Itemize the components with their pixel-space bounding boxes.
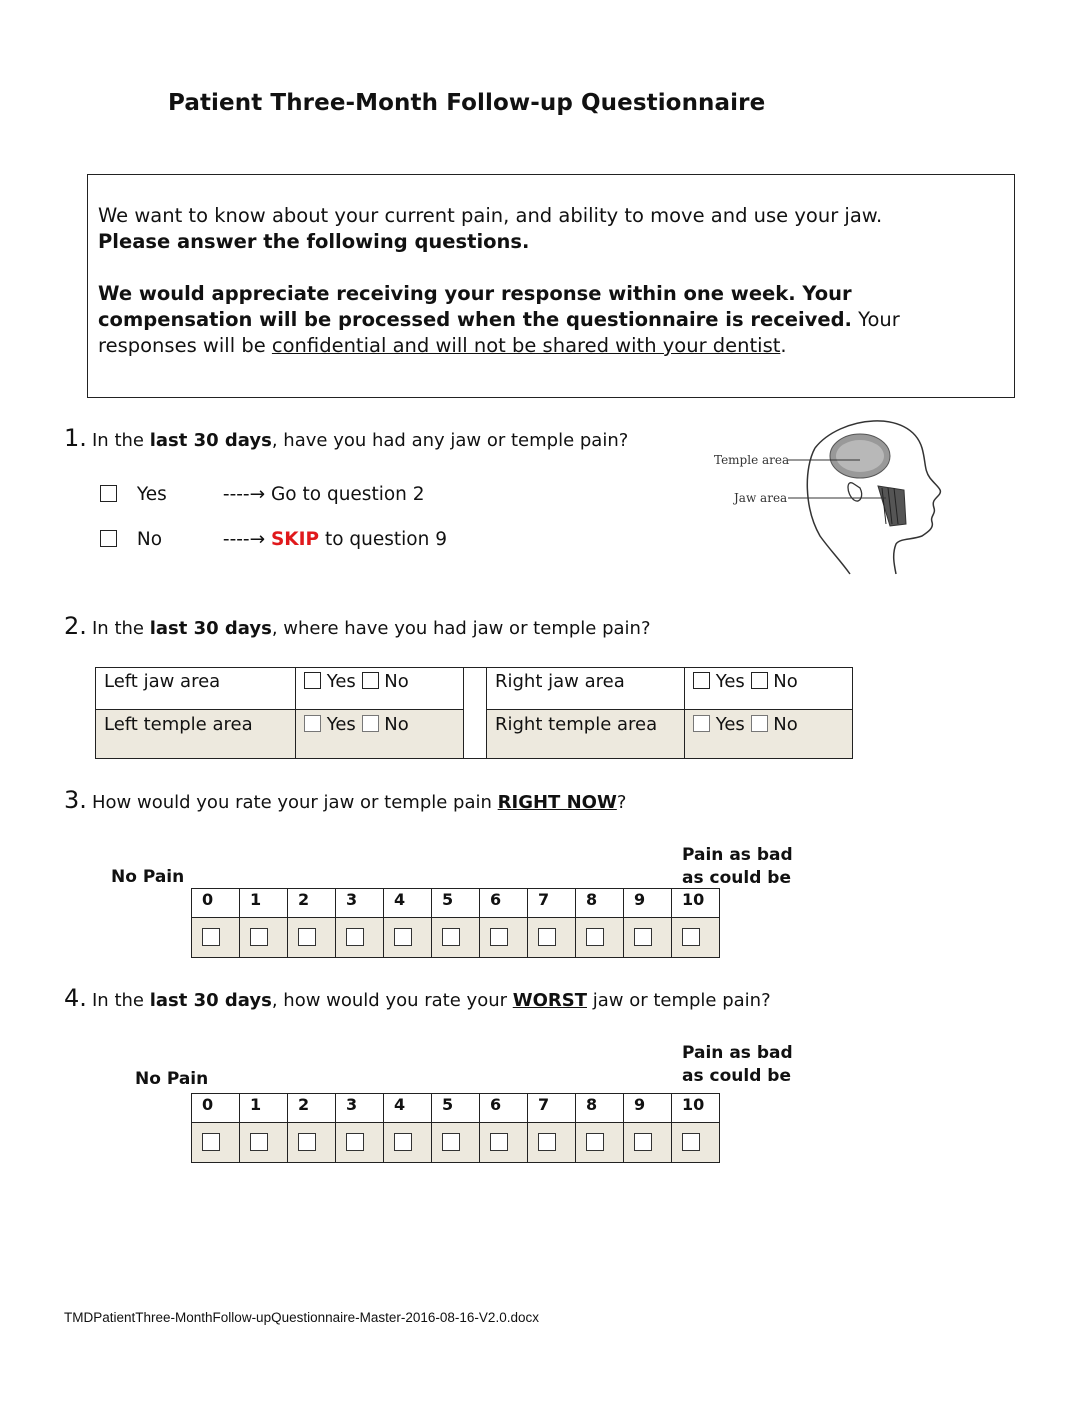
question-3 [64, 786, 626, 814]
scale-number: 6 [480, 889, 528, 918]
head-illustration [700, 408, 960, 578]
scale-checkbox[interactable] [298, 1133, 316, 1151]
worst-pain-label [682, 1042, 793, 1088]
scale-cell [288, 1123, 336, 1163]
scale-checkbox[interactable] [250, 928, 268, 946]
scale-number: 2 [288, 889, 336, 918]
scale-number: 1 [240, 889, 288, 918]
scale-checkbox[interactable] [298, 928, 316, 946]
question-number: 1. [64, 424, 87, 452]
scale-number: 7 [528, 889, 576, 918]
scale-cell [672, 918, 720, 958]
no-label: No [773, 714, 798, 735]
scale-number: 6 [480, 1094, 528, 1123]
scale-checkbox-row [192, 918, 720, 958]
q4-post: jaw or temple pain? [587, 990, 771, 1011]
scale-checkbox[interactable] [586, 1133, 604, 1151]
left-jaw-label: Left jaw area [96, 668, 296, 710]
scale-number: 0 [192, 889, 240, 918]
page-title: Patient Three-Month Follow-up Questionnaire [168, 90, 766, 116]
right-temple-options [685, 710, 853, 759]
no-pain-label: No Pain [111, 867, 185, 887]
scale-checkbox[interactable] [634, 1133, 652, 1151]
q1-post: , have you had any jaw or temple pain? [271, 430, 629, 451]
yes-checkbox[interactable] [693, 672, 710, 689]
yes-checkbox[interactable] [304, 672, 321, 689]
worst-pain-label-line-1: Pain as bad [682, 845, 793, 865]
scale-number: 5 [432, 1094, 480, 1123]
footer-filename: TMDPatientThree-MonthFollow-upQuestionnaire-Master-2016-08-16-V2.0.docx [64, 1310, 539, 1325]
scale-checkbox[interactable] [394, 1133, 412, 1151]
scale-number: 7 [528, 1094, 576, 1123]
scale-checkbox[interactable] [250, 1133, 268, 1151]
pain-location-table [95, 667, 853, 759]
question-text [92, 792, 626, 813]
no-pain-label: No Pain [135, 1069, 209, 1089]
scale-number: 4 [384, 889, 432, 918]
q1-option-yes [100, 484, 425, 505]
q4-bold2: WORST [512, 990, 587, 1011]
scale-number: 10 [672, 1094, 720, 1123]
scale-cell [480, 1123, 528, 1163]
scale-checkbox[interactable] [202, 1133, 220, 1151]
no-checkbox[interactable] [751, 672, 768, 689]
question-text [92, 990, 771, 1011]
no-checkbox[interactable] [751, 715, 768, 732]
scale-checkbox[interactable] [202, 928, 220, 946]
no-checkbox[interactable] [100, 530, 117, 547]
yes-checkbox[interactable] [693, 715, 710, 732]
scale-cell [480, 918, 528, 958]
scale-checkbox-row [192, 1123, 720, 1163]
scale-checkbox[interactable] [490, 928, 508, 946]
option-instruction: to question 9 [319, 529, 448, 550]
scale-number: 3 [336, 1094, 384, 1123]
intro-bold-text: We would appreciate receiving your response within one week. Your compensation will be processed when the questionnaire is received. [98, 282, 852, 331]
scale-number: 8 [576, 1094, 624, 1123]
question-text [92, 618, 651, 639]
scale-cell [432, 918, 480, 958]
q1-option-no [100, 529, 447, 550]
scale-cell [672, 1123, 720, 1163]
scale-cell [576, 918, 624, 958]
intro-line-2: Please answer the following questions. [98, 230, 530, 253]
q2-post: , where have you had jaw or temple pain? [271, 618, 651, 639]
scale-checkbox[interactable] [346, 1133, 364, 1151]
scale-number: 5 [432, 889, 480, 918]
scale-checkbox[interactable] [346, 928, 364, 946]
q4-mid: , how would you rate your [271, 990, 513, 1011]
scale-number: 9 [624, 889, 672, 918]
scale-cell [528, 1123, 576, 1163]
scale-number: 0 [192, 1094, 240, 1123]
intro-end: . [780, 334, 787, 357]
question-number: 4. [64, 984, 87, 1012]
no-label: No [773, 671, 798, 692]
intro-normal-text: Your responses will be [98, 308, 900, 357]
yes-label: Yes [715, 714, 745, 735]
scale-number: 1 [240, 1094, 288, 1123]
scale-cell [624, 1123, 672, 1163]
worst-pain-label-line-2: as could be [682, 1066, 791, 1086]
scale-number: 3 [336, 889, 384, 918]
worst-pain-label-line-1: Pain as bad [682, 1043, 793, 1063]
scale-cell [288, 918, 336, 958]
option-instruction: Go to question 2 [265, 484, 425, 505]
scale-checkbox[interactable] [442, 928, 460, 946]
q3-post: ? [616, 792, 627, 813]
jaw-area-label: Jaw area [734, 491, 788, 505]
scale-number: 4 [384, 1094, 432, 1123]
intro-box [87, 174, 1015, 398]
yes-label: Yes [326, 671, 356, 692]
table-spacer [464, 668, 487, 759]
yes-label: Yes [326, 714, 356, 735]
no-label: No [384, 671, 409, 692]
skip-text: SKIP [270, 529, 320, 550]
scale-checkbox[interactable] [634, 928, 652, 946]
table-row [96, 668, 853, 710]
scale-checkbox[interactable] [682, 1133, 700, 1151]
scale-checkbox[interactable] [394, 928, 412, 946]
q1-bold: last 30 days [149, 430, 272, 451]
scale-number: 10 [672, 889, 720, 918]
scale-checkbox[interactable] [586, 928, 604, 946]
scale-cell [432, 1123, 480, 1163]
scale-checkbox[interactable] [538, 1133, 556, 1151]
right-jaw-label: Right jaw area [487, 668, 685, 710]
left-temple-options [296, 710, 464, 759]
arrow: ----→ [222, 484, 266, 505]
question-4 [64, 984, 771, 1012]
left-jaw-options [296, 668, 464, 710]
scale-cell [384, 918, 432, 958]
intro-paragraph [98, 281, 1004, 359]
scale-cell [624, 918, 672, 958]
yes-label: Yes [715, 671, 745, 692]
scale-cell [336, 1123, 384, 1163]
scale-number: 2 [288, 1094, 336, 1123]
question-number: 2. [64, 612, 87, 640]
q2-bold: last 30 days [149, 618, 272, 639]
right-temple-label: Right temple area [487, 710, 685, 759]
scale-checkbox[interactable] [682, 928, 700, 946]
scale-numbers-row [192, 889, 720, 918]
scale-cell [336, 918, 384, 958]
scale-numbers-row [192, 1094, 720, 1123]
question-text [92, 430, 628, 451]
q3-bold: RIGHT NOW [497, 792, 617, 813]
intro-line-1: We want to know about your current pain, and ability to move and use your jaw. [98, 204, 883, 227]
yes-checkbox[interactable] [100, 485, 117, 502]
question-1 [64, 424, 628, 452]
head-profile-image [700, 408, 960, 578]
scale-number: 9 [624, 1094, 672, 1123]
scale-checkbox[interactable] [442, 1133, 460, 1151]
temple-area-label: Temple area [714, 453, 790, 467]
scale-cell [576, 1123, 624, 1163]
arrow: ----→ [222, 529, 266, 550]
no-checkbox[interactable] [362, 715, 379, 732]
scale-cell [240, 1123, 288, 1163]
left-temple-label: Left temple area [96, 710, 296, 759]
pain-scale-worst [191, 1093, 720, 1163]
q4-bold: last 30 days [149, 990, 272, 1011]
scale-checkbox[interactable] [490, 1133, 508, 1151]
q1-pre: In the [92, 430, 150, 451]
scale-cell [384, 1123, 432, 1163]
yes-checkbox[interactable] [304, 715, 321, 732]
question-2 [64, 612, 651, 640]
worst-pain-label-line-2: as could be [682, 868, 791, 888]
worst-pain-label [682, 844, 793, 890]
option-label: No [136, 529, 163, 550]
intro-underlined-text: confidential and will not be shared with your dentist [271, 334, 781, 357]
scale-cell [192, 1123, 240, 1163]
scale-cell [528, 918, 576, 958]
question-number: 3. [64, 786, 87, 814]
scale-cell [240, 918, 288, 958]
right-jaw-options [685, 668, 853, 710]
option-label: Yes [136, 484, 167, 505]
scale-cell [192, 918, 240, 958]
scale-checkbox[interactable] [538, 928, 556, 946]
pain-scale-right-now [191, 888, 720, 958]
no-label: No [384, 714, 409, 735]
scale-number: 8 [576, 889, 624, 918]
q4-pre: In the [92, 990, 150, 1011]
q3-pre: How would you rate your jaw or temple pain [92, 792, 498, 813]
q2-pre: In the [92, 618, 150, 639]
no-checkbox[interactable] [362, 672, 379, 689]
